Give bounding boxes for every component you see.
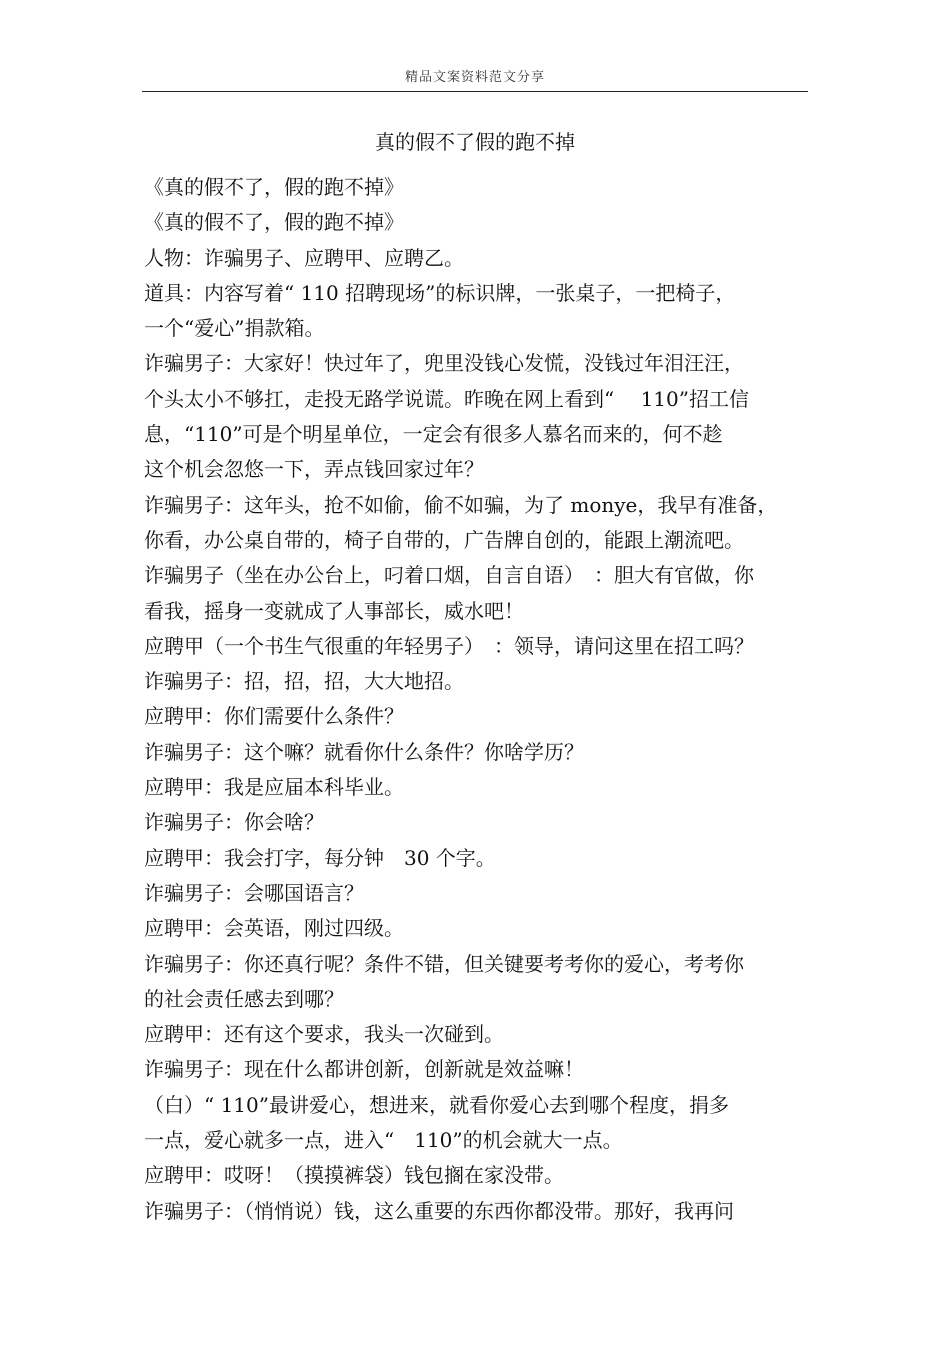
body-line: 应聘甲：还有这个要求，我头一次碰到。 [144,1022,504,1047]
body-line: 道具：内容写着“ 110 招聘现场”的标识牌，一张桌子，一把椅子， [144,280,736,305]
body-line: 诈骗男子：招，招，招，大大地招。 [144,669,464,694]
body-line: 应聘甲：我是应届本科毕业。 [144,775,404,800]
body-line: 息，“110”可是个明星单位，一定会有很多人慕名而来的，何不趁 [144,422,723,447]
body-line: 《真的假不了，假的跑不掉》 [144,210,404,235]
body-line: 诈骗男子：会哪国语言？ [144,880,364,905]
body-line: 应聘甲：会英语，刚过四级。 [144,916,404,941]
body-line: 这个机会忽悠一下，弄点钱回家过年？ [144,457,484,482]
body-line: 诈骗男子：你会啥？ [144,810,324,835]
body-line: 诈骗男子：现在什么都讲创新，创新就是效益嘛！ [144,1057,584,1082]
body-line: 诈骗男子：大家好！快过年了，兜里没钱心发慌，没钱过年泪汪汪， [144,351,744,376]
document-title: 真的假不了假的跑不掉 [375,130,575,154]
body-line: 一点，爱心就多一点，进入“ 110”的机会就大一点。 [144,1128,623,1153]
body-line: 《真的假不了，假的跑不掉》 [144,175,404,199]
body-line: 应聘甲：哎呀！（摸摸裤袋）钱包搁在家没带。 [144,1163,564,1188]
body-line: 一个“爱心”捐款箱。 [144,316,325,341]
body-line: 应聘甲：你们需要什么条件？ [144,704,404,729]
body-line: 人物：诈骗男子、应聘甲、应聘乙。 [144,245,464,270]
body-line: 的社会责任感去到哪？ [144,986,344,1011]
body-line: 应聘甲（一个书生气很重的年轻男子） ：领导，请问这里在招工吗？ [144,633,754,658]
body-line: 你看，办公桌自带的，椅子自带的，广告牌自创的，能跟上潮流吧。 [144,527,744,552]
body-line: 诈骗男子：这个嘛？就看你什么条件？你啥学历？ [144,739,584,764]
body-line: 诈骗男子：（悄悄说）钱，这么重要的东西你都没带。那好，我再问 [144,1198,734,1223]
body-line: 诈骗男子：你还真行呢？条件不错，但关键要考考你的爱心，考考你 [144,951,744,976]
page-header: 精品文案资料范文分享 [404,70,545,85]
body-line: 个头太小不够扛，走投无路学说谎。昨晚在网上看到“ 110”招工信 [144,386,749,411]
body-line: 应聘甲：我会打字，每分钟 30 个字。 [144,845,496,870]
document-body [144,170,804,1229]
body-line: 诈骗男子：这年头，抢不如偷，偷不如骗，为了 monye，我早有准备， [144,492,778,517]
body-line: 诈骗男子（坐在办公台上，叼着口烟，自言自语） ：胆大有官做，你 [144,563,754,588]
body-line: （白）“ 110”最讲爱心，想进来，就看你爱心去到哪个程度，捐多 [144,1092,729,1117]
body-line: 看我，摇身一变就成了人事部长，威水吧！ [144,598,524,623]
header-divider [142,91,808,92]
